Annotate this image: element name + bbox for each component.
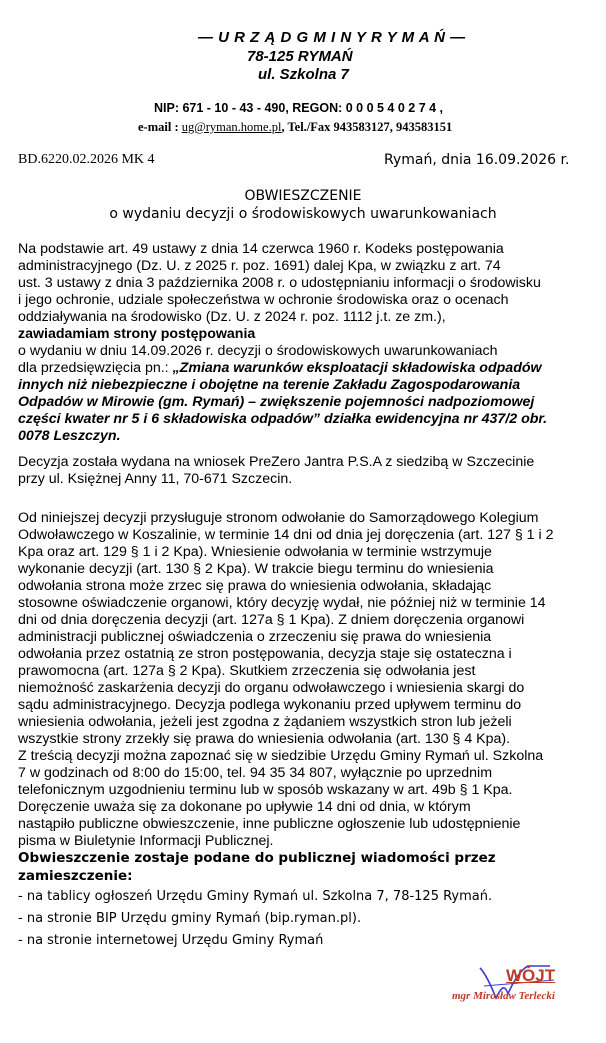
body-line: dni od dnia doręczenia decyzji (art. 127a § 1 Kpa). Z dniem doręczenia organowi: [18, 612, 525, 628]
body-line: nastąpiło publiczne obwieszczenie, inne publiczne ogłoszenie lub udostępnienie: [18, 816, 521, 832]
body-line: Na podstawie art. 49 ustawy z dnia 14 czerwca 1960 r. Kodeks postępowania: [18, 241, 504, 257]
project-name: innych niż niebezpieczne i obojętne na terenie Zakładu Zagospodarowania: [18, 377, 521, 393]
body-line: odwołania strona może zrzec się prawa do wniesienia odwołania, składając: [18, 578, 492, 594]
body-line: Od niniejszej decyzji przysługuje stronom odwołanie do Samorządowego Kolegium: [18, 510, 539, 526]
project-name: 0078 Leszczyn.: [18, 428, 121, 444]
body-line: sądu administracyjnego. Decyzja podlega wykonaniu przed upływem terminu do: [18, 697, 522, 713]
body-line: telefonicznym uzgodnieniu terminu lub w sposób wskazany w art. 49b § 1 Kpa.: [18, 782, 513, 798]
project-line: [18, 360, 542, 377]
office-name: — U R Z Ą D G M I N Y R Y M A Ń —: [198, 29, 466, 46]
body-line: administracji publicznej oświadczenia o zrzeczeniu się prawa do wniesienia: [18, 629, 492, 645]
body-line: odwołania przez ostatnią ze stron postępowania, decyzja staje się ostateczna i: [18, 646, 512, 662]
body-line: pisma w Biuletynie Informacji Publicznej.: [18, 833, 274, 849]
stamp-name: mgr Mirosław Terlecki: [452, 990, 555, 1002]
distribution-item: - na stronie BIP Urzędu gminy Rymań (bip.ryman.pl).: [18, 911, 362, 926]
body-line: 7 w godzinach od 8:00 do 15:00, tel. 94 35 34 807, wyłącznie po uprzednim: [18, 765, 493, 781]
body-line: Odwoławczego w Koszalinie, w terminie 14 dni od dnia jej doręczenia (art. 127 § 1 i 2: [18, 527, 554, 543]
body-line: niemożność zaskarżenia decyzji do organu odwoławczego i wniesienia skargi do: [18, 680, 525, 696]
reference-number: BD.6220.02.2026 MK 4: [18, 152, 155, 167]
stamp-title: WÓJT: [506, 966, 556, 985]
body-line: wniesienia odwołania, jeżeli jest zgodna z żądaniem wszystkich stron lub jeżeli: [18, 714, 512, 730]
body-line: prawomocna (art. 127a § 2 Kpa). Skutkiem zrzeczenia się odwołania jest: [18, 663, 476, 679]
project-name: części kwater nr 5 i 6 składowiska odpadów” działka ewidencyjna nr 437/2 obr.: [18, 411, 548, 427]
publication-heading: zamieszczenie:: [18, 868, 133, 884]
office-postal-city: 78-125 RYMAŃ: [247, 48, 353, 65]
document-subtitle: o wydaniu decyzji o środowiskowych uwarunkowaniach: [109, 206, 497, 222]
body-line: Z treścią decyzji można zapoznać się w siedzibie Urzędu Gminy Rymań ul. Szkolna: [18, 748, 544, 764]
body-line: wszystkie strony zrzekły się prawa do wniesienia odwołania (art. 130 § 4 Kpa).: [18, 731, 511, 747]
body-line: Doręczenie uważa się za dokonane po upływie 14 dni od dnia, w którym: [18, 799, 471, 815]
body-line: wykonanie decyzji (art. 130 § 2 Kpa). W trakcie biegu terminu do wniesienia: [18, 561, 494, 577]
signature-stamp: [446, 960, 596, 1020]
body-line: Decyzja została wydana na wniosek PreZero Jantra P.S.A z siedzibą w Szczecinie: [18, 454, 535, 470]
distribution-item: - na tablicy ogłoszeń Urzędu Gminy Rymań ul. Szkolna 7, 78-125 Rymań.: [18, 889, 493, 904]
project-prefix: dla przedsięwzięcia pn.:: [18, 360, 173, 376]
office-nip-regon: NIP: 671 - 10 - 43 - 490, REGON: 0 0 0 5 4 0 2 7 4 ,: [154, 101, 444, 115]
document-title: OBWIESZCZENIE: [244, 188, 362, 204]
place-date: Rymań, dnia 16.09.2026 r.: [384, 152, 570, 168]
distribution-item: - na stronie internetowej Urzędu Gminy Rymań: [18, 933, 324, 948]
email-label: e-mail :: [138, 120, 182, 134]
body-line: i jego ochronie, udziale społeczeństwa w ochronie środowiska oraz o ocenach: [18, 292, 509, 308]
body-line: ust. 3 ustawy z dnia 3 października 2008 r. o udostępnianiu informacji o środowisku: [18, 275, 541, 291]
office-contact: [138, 120, 452, 135]
notify-statement: zawiadamiam strony postępowania: [18, 326, 256, 342]
email-link[interactable]: ug@ryman.home.pl: [181, 120, 282, 134]
publication-heading: Obwieszczenie zostaje podane do publicznej wiadomości przez: [18, 850, 496, 866]
body-line: oddziaływania na środowisko (Dz. U. z 2024 r. poz. 1112 j.t. ze zm.),: [18, 309, 446, 325]
body-line: Kpa oraz art. 129 § 1 i 2 Kpa). Wniesienie odwołania w terminie wstrzymuje: [18, 544, 492, 560]
body-line: administracyjnego (Dz. U. z 2025 r. poz. 1691) dalej Kpa, w związku z art. 74: [18, 258, 501, 274]
project-name: „Zmiana warunków eksploatacji składowiska odpadów: [172, 360, 542, 376]
project-name: Odpadów w Mirowie (gm. Rymań) – zwiększenie pojemności nadpoziomowej: [18, 394, 535, 410]
body-line: stosowne oświadczenie organowi, który decyzję wydał, nie później niż w terminie 14: [18, 595, 546, 611]
body-line: przy ul. Księżnej Anny 11, 70-671 Szczecin.: [18, 471, 293, 487]
tel-fax: , Tel./Fax 943583127, 943583151: [281, 120, 453, 134]
body-line: o wydaniu w dniu 14.09.2026 r. decyzji o środowiskowych uwarunkowaniach: [18, 343, 498, 359]
office-street: ul. Szkolna 7: [258, 66, 349, 83]
